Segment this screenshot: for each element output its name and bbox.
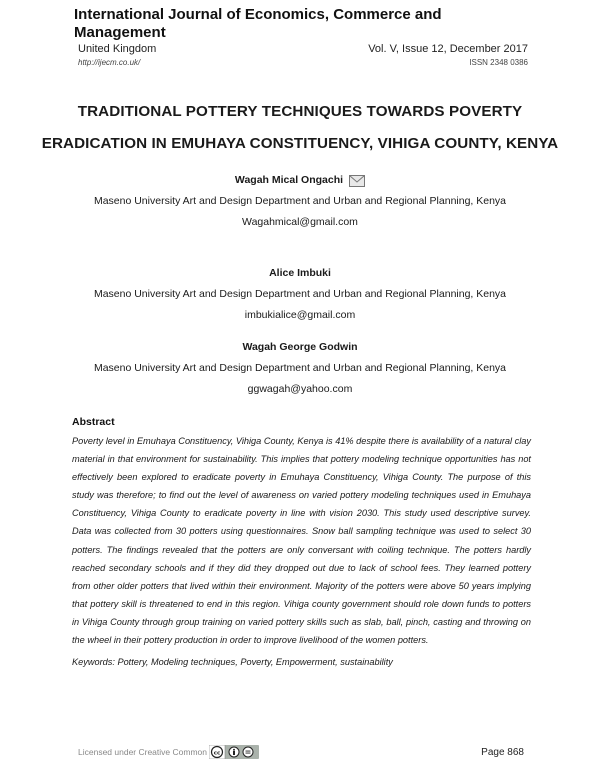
author-email[interactable]: imbukialice@gmail.com	[244, 309, 356, 321]
author-name-row	[0, 263, 600, 284]
author-email[interactable]: ggwagah@yahoo.com	[247, 383, 353, 395]
creative-commons-badge-icon[interactable]	[209, 745, 259, 759]
author-affiliation: Maseno University Art and Design Department and Urban and Regional Planning, Kenya	[93, 362, 507, 374]
header-row-2	[78, 56, 528, 70]
envelope-icon[interactable]	[349, 175, 365, 187]
keywords: Keywords: Pottery, Modeling techniques, Poverty, Empowerment, sustainability	[72, 657, 393, 668]
article-title-line-1: TRADITIONAL POTTERY TECHNIQUES TOWARDS POVERTY	[77, 103, 523, 120]
author-name: Wagah George Godwin	[242, 341, 358, 353]
journal-country: United Kingdom	[78, 43, 157, 55]
license-text: Licensed under Creative Common	[78, 747, 207, 757]
author-block-1	[0, 170, 600, 233]
journal-header	[74, 6, 528, 70]
abstract-section	[72, 414, 531, 671]
author-block-3	[0, 337, 600, 400]
abstract-text: Poverty level in Emuhaya Constituency, Vihiga County, Kenya is 41% despite there is availability of a natural clay material in that environment for sustainability. This implies that pottery modeling technique opportunities has not effectively been explored to eradicate poverty in Emuhaya Constituency, Vihiga County. The purpose of this study was therefore; to find out the level of awareness on varied pottery modeling techniques used in Emuhaya Constituency, Vihiga County to eradicate poverty in line with vision 2030. This study used descriptive survey. Data was collected from 30 potters using questionnaires. Snow ball sampling technique was used to select 30 potters. The findings revealed that the potters are only conversant with coiling technique. The potters hardly reached secondary schools and if they did they dropped out due to lack of school fees. They learned pottery from other older potters that lived within their environment. Majority of the potters were above 50 years implying that pottery skill is threatened to end in this region. Vihiga county government should role down funds to potters in Vihiga County through group training on varied pottery skills such as slab, ball, pinch, casting and throwing on the wheel in their pottery production in order to improve livelihood of the women potters.	[72, 436, 531, 646]
journal-volume-issue: Vol. V, Issue 12, December 2017	[368, 43, 528, 55]
abstract-heading: Abstract	[72, 416, 115, 428]
author-affiliation: Maseno University Art and Design Department and Urban and Regional Planning, Kenya	[93, 288, 507, 300]
author-email[interactable]: Wagahmical@gmail.com	[242, 216, 358, 228]
journal-issn: ISSN 2348 0386	[469, 58, 528, 67]
author-name-row	[0, 337, 600, 358]
article-title-line-2: ERADICATION IN EMUHAYA CONSTITUENCY, VIHIGA COUNTY, KENYA	[41, 135, 559, 152]
author-block-2	[0, 263, 600, 326]
author-name: Wagah Mical Ongachi	[234, 174, 344, 186]
journal-url[interactable]: http://ijecm.co.uk/	[78, 58, 141, 67]
page-number: Page 868	[481, 746, 524, 758]
author-name: Alice Imbuki	[269, 267, 331, 279]
page-footer	[78, 745, 524, 759]
journal-title: International Journal of Economics, Commerce and Management	[74, 6, 442, 41]
author-affiliation: Maseno University Art and Design Department and Urban and Regional Planning, Kenya	[93, 195, 507, 207]
license	[78, 745, 259, 759]
svg-text:cc: cc	[213, 750, 221, 757]
author-name-row	[0, 170, 600, 191]
header-row-1	[78, 42, 528, 56]
